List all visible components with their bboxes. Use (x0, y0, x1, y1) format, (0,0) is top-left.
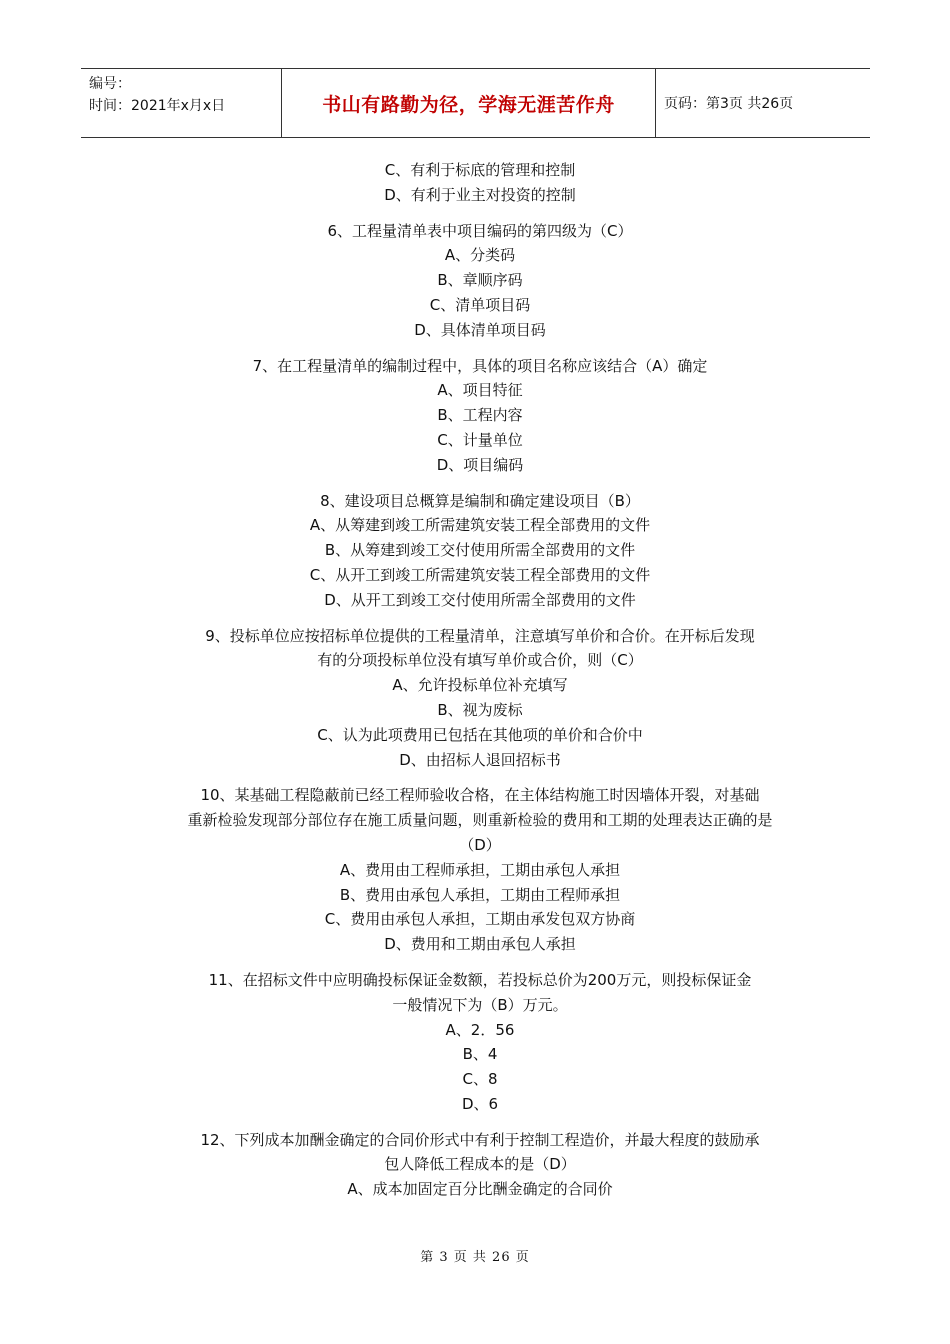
option-line: A、成本加固定百分比酬金确定的合同价 (347, 1180, 613, 1199)
option-line: B、费用由承包人承担，工期由工程师承担 (339, 885, 621, 904)
option-line: B、视为废标 (437, 700, 523, 719)
option-line: D、6 (461, 1094, 499, 1113)
option-line: B、章顺序码 (437, 271, 523, 290)
question-stem: 6、工程量清单表中项目编码的第四级为（C） (327, 221, 633, 240)
question-stem: （D） (459, 835, 501, 854)
option-line: C、8 (462, 1070, 498, 1089)
question-block (140, 624, 820, 773)
option-line: D、具体清单项目码 (414, 320, 546, 339)
option-line: C、费用由承包人承担，工期由承发包双方协商 (324, 910, 636, 929)
question-block (140, 354, 820, 478)
question-stem: 10、某基础工程隐蔽前已经工程师验收合格，在主体结构施工时因墙体开裂，对基础 (200, 786, 760, 805)
page-footer: 第 3 页 共 26 页 (420, 1250, 530, 1265)
question-stem: 包人降低工程成本的是（D） (384, 1155, 576, 1174)
option-line: D、费用和工期由承包人承担 (384, 935, 576, 954)
question-stem: 一般情况下为（B）万元。 (392, 995, 568, 1014)
option-line: C、认为此项费用已包括在其他项的单价和合价中 (317, 725, 643, 744)
question-stem: 11、在招标文件中应明确投标保证金数额，若投标总价为200万元，则投标保证金 (208, 970, 752, 989)
option-line: A、允许投标单位补充填写 (392, 676, 568, 695)
question-block (140, 968, 820, 1117)
question-block (140, 1128, 820, 1202)
option-line: C、清单项目码 (429, 295, 531, 314)
question-block (140, 783, 820, 957)
option-line: A、分类码 (444, 246, 516, 265)
option-line: B、工程内容 (437, 406, 523, 425)
option-line: B、4 (462, 1045, 498, 1064)
question-stem: 9、投标单位应按招标单位提供的工程量清单，注意填写单价和合价。在开标后发现 (205, 626, 755, 645)
header-meta (81, 69, 282, 137)
document-date: 时间：2021年x月x日 (89, 98, 226, 114)
document-number: 编号： (89, 76, 131, 92)
option-line: A、2．56 (445, 1020, 515, 1039)
option-line: D、项目编码 (436, 455, 524, 474)
header-motto: 书山有路勤为径，学海无涯苦作舟 (282, 69, 656, 137)
option-line: C、从开工到竣工所需建筑安装工程全部费用的文件 (309, 565, 651, 584)
document-header (81, 68, 870, 138)
question-block (140, 158, 820, 208)
question-stem: 有的分项投标单位没有填写单价或合价，则（C） (317, 651, 643, 670)
option-line: B、从筹建到竣工交付使用所需全部费用的文件 (324, 541, 636, 560)
option-line: A、费用由工程师承担，工期由承包人承担 (339, 860, 621, 879)
question-block (140, 489, 820, 613)
option-line: D、由招标人退回招标书 (399, 750, 561, 769)
question-stem: 7、在工程量清单的编制过程中，具体的项目名称应该结合（A）确定 (252, 356, 708, 375)
question-stem: 8、建设项目总概算是编制和确定建设项目（B） (320, 491, 640, 510)
question-stem: 12、下列成本加酬金确定的合同价形式中有利于控制工程造价，并最大程度的鼓励承 (200, 1130, 760, 1149)
option-line: A、项目特征 (437, 381, 523, 400)
header-page-info: 页码：第3页 共26页 (664, 96, 794, 112)
question-block (140, 219, 820, 343)
option-line: C、有利于标底的管理和控制 (384, 161, 576, 179)
question-stem: 重新检验发现部分部位存在施工质量问题，则重新检验的费用和工期的处理表达正确的是 (187, 811, 773, 830)
question-list (140, 158, 820, 1213)
option-line: D、从开工到竣工交付使用所需全部费用的文件 (324, 590, 636, 609)
option-line: C、计量单位 (437, 430, 523, 449)
option-line: D、有利于业主对投资的控制 (384, 185, 576, 204)
option-line: A、从筹建到竣工所需建筑安装工程全部费用的文件 (309, 516, 651, 535)
